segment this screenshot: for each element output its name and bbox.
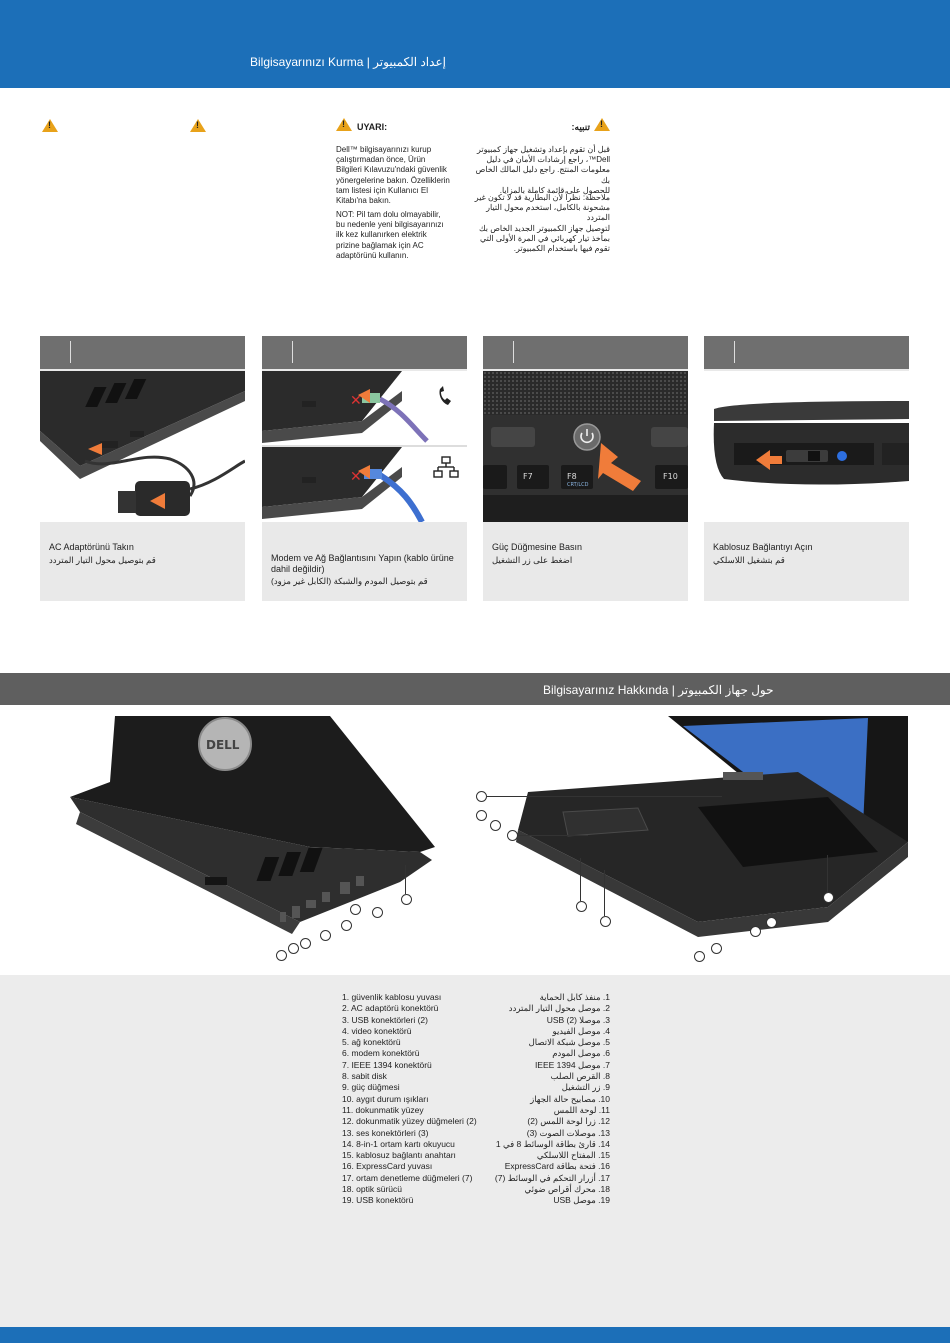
legend-item-ar: 18. محرك أقراص ضوئي bbox=[524, 1184, 610, 1195]
step-caption: Güç Düğmesine Basın bbox=[492, 542, 583, 552]
about-bar bbox=[0, 673, 950, 705]
warning-icon bbox=[42, 119, 58, 132]
legend-item: 2. AC adaptörü konektörü bbox=[342, 1003, 439, 1014]
step-caption: AC Adaptörünü Takın bbox=[49, 542, 134, 552]
warning-label-ar: تنبيه: bbox=[571, 122, 590, 132]
legend-item-ar: 5. موصل شبكة الاتصال bbox=[528, 1037, 610, 1048]
key-f7: F7 bbox=[523, 472, 533, 481]
legend-item-ar: 10. مصابيح حالة الجهاز bbox=[530, 1093, 610, 1104]
step-photo bbox=[483, 371, 688, 522]
callout-4 bbox=[320, 930, 331, 941]
bottom-bar bbox=[0, 1327, 950, 1343]
laptop-front-view bbox=[468, 712, 913, 962]
legend-item-ar: 19. موصل USB bbox=[553, 1195, 610, 1206]
key-f8: F8 bbox=[567, 472, 577, 481]
top-banner bbox=[0, 0, 950, 88]
legend-item: 14. 8-in-1 ortam kartı okuyucu bbox=[342, 1138, 455, 1149]
laptop-back-view bbox=[60, 712, 440, 972]
legend-item-ar: 13. موصلات الصوت (3) bbox=[526, 1127, 610, 1138]
callout-13 bbox=[576, 901, 587, 912]
step-photo bbox=[40, 371, 245, 522]
legend-item-ar: 14. قارئ بطاقة الوسائط 8 في 1 bbox=[495, 1138, 610, 1149]
legend-item: 19. USB konektörü bbox=[342, 1195, 414, 1206]
step-caption: Kablosuz Bağlantıyı Açın bbox=[713, 542, 813, 552]
legend-item: 6. modem konektörü bbox=[342, 1048, 420, 1059]
step-card-power bbox=[483, 336, 688, 601]
callout-5 bbox=[341, 920, 352, 931]
warning-icon bbox=[594, 118, 610, 131]
step-caption-ar: قم بتشغيل اللاسلكي bbox=[713, 555, 785, 565]
svg-text:✕: ✕ bbox=[350, 469, 362, 485]
legend-item-ar: 8. القرص الصلب bbox=[550, 1071, 610, 1082]
warning-icon bbox=[336, 118, 352, 131]
legend-item: 8. sabit disk bbox=[342, 1071, 387, 1082]
legend-item: 1. güvenlik kablosu yuvası bbox=[342, 992, 442, 1002]
legend-item: 4. video konektörü bbox=[342, 1025, 412, 1036]
step-caption-ar: قم بتوصيل المودم والشبكة (الكابل غير مزود) bbox=[271, 576, 428, 586]
callout-3 bbox=[300, 938, 311, 949]
callout-2 bbox=[288, 943, 299, 954]
legend-item: 9. güç düğmesi bbox=[342, 1082, 400, 1093]
legend-item: 15. kablosuz bağlantı anahtarı bbox=[342, 1150, 456, 1161]
note-text: NOT: Pil tam dolu olmayabilir, bu nedenle yeni bilgisayarınızı ilk kez kullanırken elektrik prizine bağlamak için AC adaptörünü kullanın. bbox=[336, 210, 444, 260]
legend-item: 13. ses konektörleri (3) bbox=[342, 1127, 429, 1138]
callout-19 bbox=[823, 892, 834, 903]
about-title: Bilgisayarınız Hakkında | حول جهاز الكمبيوتر bbox=[543, 683, 774, 697]
legend-item-ar: 9. زر التشغيل bbox=[561, 1082, 610, 1093]
callout-10 bbox=[476, 810, 487, 821]
step-header bbox=[40, 336, 245, 369]
step-header bbox=[704, 336, 909, 369]
callout-12 bbox=[507, 830, 518, 841]
legend-item: 11. dokunmatik yüzey bbox=[342, 1104, 424, 1115]
svg-text:✕: ✕ bbox=[350, 393, 362, 409]
step-caption-ar: قم بتوصيل محول التيار المتردد bbox=[49, 555, 156, 565]
step-card-modem-network bbox=[262, 336, 467, 601]
callout-6 bbox=[350, 904, 361, 915]
legend-item: 7. IEEE 1394 konektörü bbox=[342, 1059, 432, 1070]
legend-item-ar: 15. المفتاح اللاسلكي bbox=[536, 1150, 610, 1161]
legend-item-ar: 2. موصل محول التيار المتردد bbox=[508, 1003, 610, 1014]
warning-icon bbox=[190, 119, 206, 132]
warning-text: Dell™ bilgisayarınızı kurup çalıştırmadan önce, Ürün Bilgileri Kılavuzu'ndaki güvenlik yönergelerine bakın. Özelliklerin tam listesi için Kullanıcı El Kitabı'na bakın. bbox=[336, 145, 450, 206]
callout-9 bbox=[476, 791, 487, 802]
legend-item: 16. ExpressCard yuvası bbox=[342, 1161, 433, 1172]
callout-15 bbox=[694, 951, 705, 962]
page-title: Bilgisayarınızı Kurma | إعداد الكمبيوتر bbox=[250, 55, 446, 69]
callout-18 bbox=[766, 917, 777, 928]
key-f8-sub: CRT/LCD bbox=[567, 482, 589, 488]
legend-list-ar bbox=[470, 992, 610, 1207]
callout-17 bbox=[750, 926, 761, 937]
legend-item-ar: 17. أزرار التحكم في الوسائط (7) bbox=[494, 1172, 610, 1183]
key-f10: F10 bbox=[663, 472, 678, 481]
step-caption-ar: اضغط على زر التشغيل bbox=[492, 555, 573, 565]
legend-item-ar: 3. موصلا USB (2) bbox=[546, 1014, 610, 1025]
callout-1 bbox=[276, 950, 287, 961]
legend-item: 3. USB konektörleri (2) bbox=[342, 1014, 428, 1025]
legend-item-ar: 7. موصل IEEE 1394 bbox=[534, 1059, 610, 1070]
legend-item-ar: 6. موصل المودم bbox=[552, 1048, 610, 1059]
legend-item-ar: 16. فتحة بطاقة ExpressCard bbox=[504, 1161, 610, 1172]
step-photo bbox=[262, 371, 467, 522]
legend-item-ar: 11. لوحة اللمس bbox=[553, 1104, 610, 1115]
legend-item-ar: 12. زرا لوحة اللمس (2) bbox=[527, 1116, 610, 1127]
step-caption: Modem ve Ağ Bağlantısını Yapın (kablo ürüne dahil değildir) bbox=[271, 553, 454, 574]
warning-text-ar: قبل أن تقوم بإعداد وتشغيل جهاز كمبيوتر Dell™، راجع إرشادات الأمان في دليل معلومات المنتج. راجع دليل المالك الخاص بك للحصول على قائمة كاملة بالمزايا. bbox=[475, 145, 610, 195]
legend-item: 18. optik sürücü bbox=[342, 1184, 403, 1195]
legend-item: 10. aygıt durum ışıkları bbox=[342, 1093, 429, 1104]
callout-7 bbox=[372, 907, 383, 918]
network-icon bbox=[434, 457, 458, 477]
callout-14 bbox=[600, 916, 611, 927]
callout-16 bbox=[711, 943, 722, 954]
step-header bbox=[262, 336, 467, 369]
step-card-wireless bbox=[704, 336, 909, 601]
step-photo bbox=[704, 371, 909, 522]
note-text-ar: ملاحظة: نظراً لأن البطارية قد لا تكون غير مشحونة بالكامل، استخدم محول التيار المتردد لتوصيل جهاز الكمبيوتر الجديد الخاص بك بمأخذ تيار كهربائي في المرة الأولى التي تقوم فيها باستخدام الكمبيوتر. bbox=[474, 193, 610, 254]
dell-logo: DELL bbox=[206, 738, 240, 752]
step-card-ac-adapter bbox=[40, 336, 245, 601]
warning-label: UYARI: bbox=[357, 122, 388, 132]
legend-item: 5. ağ konektörü bbox=[342, 1037, 401, 1048]
legend-item-ar: 4. موصل الفيديو bbox=[552, 1025, 610, 1036]
legend-item: 17. ortam denetleme düğmeleri (7) bbox=[342, 1172, 473, 1183]
callout-8 bbox=[401, 894, 412, 905]
callout-11 bbox=[490, 820, 501, 831]
step-header bbox=[483, 336, 688, 369]
legend-item: 12. dokunmatik yüzey düğmeleri (2) bbox=[342, 1116, 477, 1127]
legend-item-ar: 1. منفذ كابل الحماية bbox=[539, 992, 610, 1002]
